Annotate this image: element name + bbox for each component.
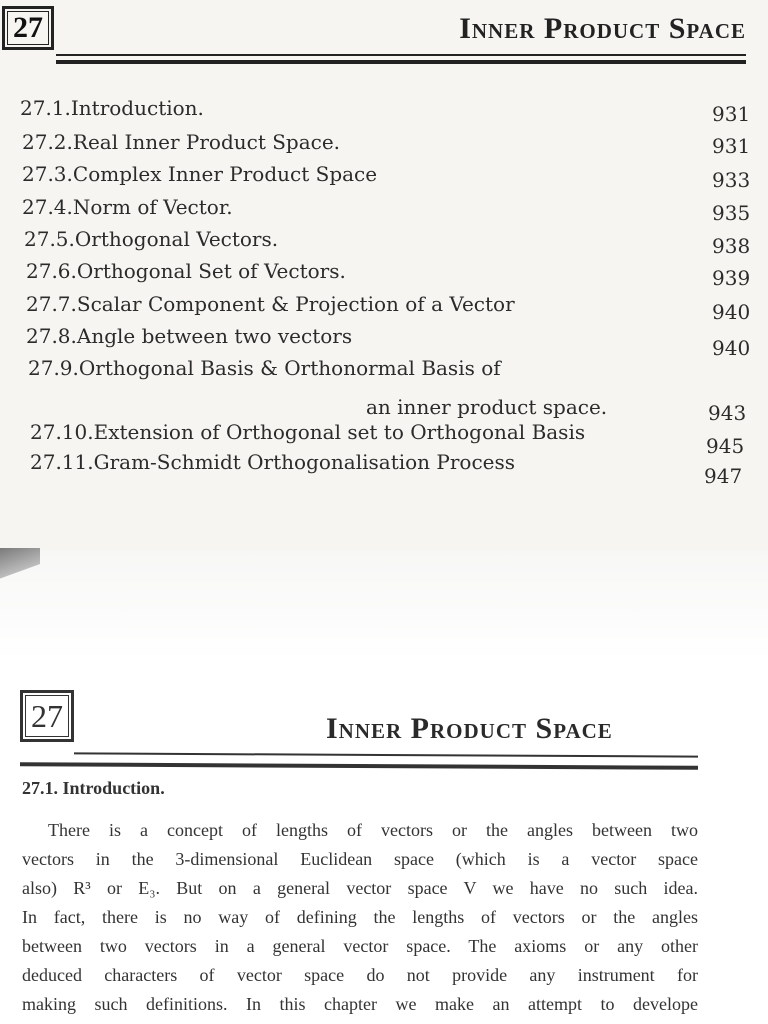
header-rule xyxy=(74,752,698,757)
paragraph-line: deduced characters of vector space do not provide any instrument for xyxy=(22,965,698,985)
paragraph-line: also) R³ or E₃. But on a general vector space V we have no such idea. xyxy=(22,878,698,898)
table-of-contents xyxy=(0,0,768,500)
toc-entry xyxy=(26,259,346,283)
toc-entry-page: 947 xyxy=(704,464,743,488)
page-gap xyxy=(0,550,768,660)
toc-entry xyxy=(20,96,204,120)
toc-entry xyxy=(22,162,377,186)
chapter-number-box: 27 xyxy=(2,6,54,50)
paragraph-line: making such definitions. In this chapter we make an attempt to develope xyxy=(22,994,698,1014)
toc-entry-number: 27.3. xyxy=(22,162,73,186)
chapter-number-box: 27 xyxy=(20,690,74,742)
toc-entry-page: 945 xyxy=(706,434,745,458)
toc-entry-title: Orthogonal Vectors. xyxy=(74,227,279,251)
toc-entry-number: 27.7. xyxy=(26,292,77,316)
toc-entry-title: Complex Inner Product Space xyxy=(72,162,378,186)
toc-entry-title: Scalar Component & Projection of a Vector xyxy=(76,292,515,316)
toc-entry xyxy=(28,356,501,380)
toc-entry xyxy=(26,292,515,316)
toc-entry-title: Orthogonal Set of Vectors. xyxy=(76,259,346,283)
toc-entry-page: 938 xyxy=(712,234,751,258)
toc-entry xyxy=(26,324,352,348)
page-edge-shadow xyxy=(0,548,40,584)
toc-entry-number: 27.5. xyxy=(24,227,75,251)
toc-entry-page: 943 xyxy=(708,401,747,425)
chapter-page xyxy=(0,660,768,1024)
toc-entry xyxy=(24,227,278,251)
toc-entry-page: 940 xyxy=(712,300,751,324)
paragraph-line: between two vectors in a general vector space. The axioms or any other xyxy=(22,936,698,956)
toc-entry-page: 933 xyxy=(712,168,751,192)
toc-entry xyxy=(22,195,233,219)
toc-entry-title: Angle between two vectors xyxy=(76,324,353,348)
paragraph-line: There is a concept of lengths of vectors or the angles between two xyxy=(48,820,698,840)
toc-entry-number: 27.2. xyxy=(22,130,73,154)
paragraph-line: vectors in the 3-dimensional Euclidean space (which is a vector space xyxy=(22,849,698,869)
toc-entry-number: 27.9. xyxy=(28,356,79,380)
paragraph-line: In fact, there is no way of defining the lengths of vectors or the angles xyxy=(22,907,698,927)
toc-entry xyxy=(30,420,585,444)
toc-entry-number: 27.10. xyxy=(30,420,94,444)
toc-entry-page: 939 xyxy=(712,266,751,290)
toc-entry-number: 27.8. xyxy=(26,324,77,348)
toc-entry-title: Orthogonal Basis & Orthonormal Basis of xyxy=(78,356,501,380)
toc-entry-title: Norm of Vector. xyxy=(72,195,233,219)
section-heading: 27.1. Introduction. xyxy=(22,778,165,798)
chapter-title: Inner Product Space xyxy=(326,712,613,745)
toc-entry-page: 935 xyxy=(712,201,751,225)
toc-entry-number: 27.4. xyxy=(22,195,73,219)
toc-entry-page: 931 xyxy=(712,134,751,158)
toc-entry-page: 940 xyxy=(712,336,751,360)
toc-entry xyxy=(30,450,515,474)
toc-entry-number: 27.1. xyxy=(20,96,71,120)
chapter-title: Inner Product Space xyxy=(459,12,746,45)
toc-entry-title: Extension of Orthogonal set to Orthogonal Basis xyxy=(93,420,586,444)
toc-entry-continuation: an inner product space. xyxy=(366,395,608,419)
toc-entry-title: Real Inner Product Space. xyxy=(72,130,341,154)
header-rule-thick xyxy=(20,762,698,770)
toc-entry-number: 27.11. xyxy=(30,450,94,474)
toc-entry-title: Gram-Schmidt Orthogonalisation Process xyxy=(93,450,516,474)
toc-entry-title: Introduction. xyxy=(70,96,204,120)
toc-entry-page: 931 xyxy=(712,102,751,126)
toc-entry-number: 27.6. xyxy=(26,259,77,283)
toc-entry xyxy=(22,130,340,154)
